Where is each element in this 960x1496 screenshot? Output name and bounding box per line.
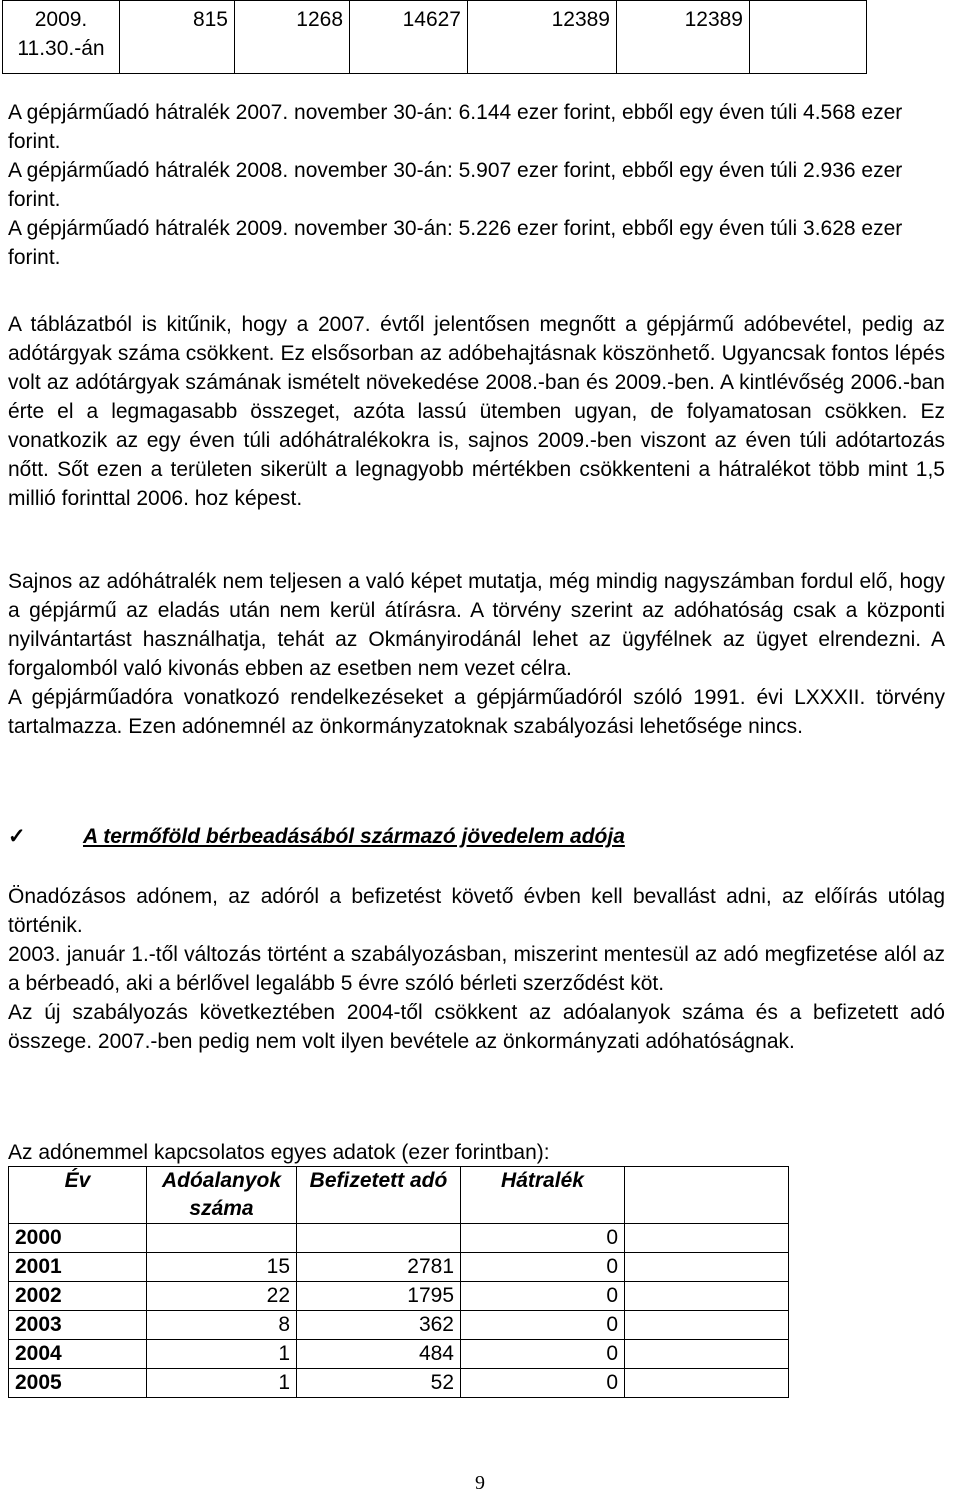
checkmark-icon: ✓: [8, 825, 26, 848]
year-cell: 2003: [9, 1311, 147, 1340]
table-cell: [625, 1224, 789, 1253]
column-header: Befizetett adó: [297, 1167, 461, 1224]
table-cell: [297, 1224, 461, 1253]
table-row: [3, 1, 867, 74]
table-row: [9, 1311, 789, 1340]
paragraph-text: Önadózásos adónem, az adóról a befizetést követő évben kell bevallást adni, az előírás utólag történik.: [8, 885, 945, 937]
table-cell: 22: [147, 1282, 297, 1311]
arrears-line: A gépjárműadó hátralék 2009. november 30-án: 5.226 ezer forint, ebből egy éven túli 3.628 ezer forint.: [8, 217, 903, 269]
paragraph-text: A táblázatból is kitűnik, hogy a 2007. évtől jelentősen megnőtt a gépjármű adóbevétel, pedig az adótárgyak száma csökkent. Ez elsősorban az adóbehajtásnak köszönhető. Ugyancsak fontos lépés volt az adótárgyak számának ismételt növekedése 2008.-ban és 2009.-ben. A kintlévőség 2006.-ban érte el a legmagasabb összeget, azóta lassú ütemben ugyan, de folyamatosan csökken. Ez vonatkozik az egy éven túli adóhátralékokra is, sajnos 2009.-ben viszont az éven túli adótartozás nőtt. Sőt ezen a területen sikerült a legnagyobb mértékben csökkenteni a hátralékot több mint 1,5 millió forinttal 2006. hoz képest.: [8, 313, 945, 510]
table-cell: 484: [297, 1340, 461, 1369]
year-cell: 2000: [9, 1224, 147, 1253]
column-header: Év: [9, 1167, 147, 1224]
table-cell: 1: [147, 1340, 297, 1369]
paragraph-text: Az új szabályozás következtében 2004-től csökkent az adóalanyok száma és a befizetett adó összege. 2007.-ben pedig nem volt ilyen bevétele az önkormányzati adóhatóságnak.: [8, 1001, 945, 1053]
table-row: [9, 1282, 789, 1311]
table-cell: 1268: [235, 1, 350, 74]
arrears-line: A gépjárműadó hátralék 2008. november 30-án: 5.907 ezer forint, ebből egy éven túli 2.936 ezer forint.: [8, 159, 903, 211]
table-cell: [750, 1, 867, 74]
table-cell: 0: [461, 1311, 625, 1340]
column-header: Hátralék: [461, 1167, 625, 1224]
land-tax-paragraphs: [8, 882, 945, 1056]
table-row: [9, 1340, 789, 1369]
table-cell: 1: [147, 1369, 297, 1398]
summary-row-table: [2, 0, 867, 74]
table-cell: 1795: [297, 1282, 461, 1311]
section-heading: [8, 824, 625, 849]
year-cell: 2005: [9, 1369, 147, 1398]
column-header: [625, 1167, 789, 1224]
table-cell: [147, 1224, 297, 1253]
paragraph-text: Sajnos az adóhátralék nem teljesen a való képet mutatja, még mindig nagyszámban fordul elő, hogy a gépjármű az eladás után nem kerül átírásra. A törvény szerint az adóhatóság csak a központi nyilvántartást használhatja, tehát az Okmányirodánál lehet az ügyfélnek az ügyet elrendezni. A forgalomból való kivonás ebben az esetben nem vezet célra.: [8, 570, 945, 680]
table-cell: [625, 1340, 789, 1369]
table-cell: 0: [461, 1253, 625, 1282]
year-cell: 2002: [9, 1282, 147, 1311]
arrears-line: A gépjárműadó hátralék 2007. november 30-án: 6.144 ezer forint, ebből egy éven túli 4.568 ezer forint.: [8, 101, 903, 153]
table-row: [9, 1224, 789, 1253]
table-cell: [625, 1311, 789, 1340]
table-cell: 0: [461, 1340, 625, 1369]
table-row: [9, 1369, 789, 1398]
table-cell: 0: [461, 1224, 625, 1253]
column-header: Adóalanyok száma: [147, 1167, 297, 1224]
section-heading-text: A termőföld bérbeadásából származó jövedelem adója: [83, 825, 625, 848]
analysis-paragraph: [8, 310, 945, 513]
table-cell: [625, 1253, 789, 1282]
table-cell: 362: [297, 1311, 461, 1340]
registration-paragraph: [8, 567, 945, 741]
page-number: 9: [475, 1472, 485, 1494]
table-cell: 14627: [350, 1, 468, 74]
arrears-list: [8, 98, 948, 272]
table-cell: 12389: [468, 1, 617, 74]
table-cell: 2781: [297, 1253, 461, 1282]
table-row: [9, 1253, 789, 1282]
caption-text: Az adónemmel kapcsolatos egyes adatok (ezer forintban):: [8, 1141, 550, 1164]
table-cell: 52: [297, 1369, 461, 1398]
table-cell: [625, 1282, 789, 1311]
table-cell: 0: [461, 1369, 625, 1398]
table-cell: 15: [147, 1253, 297, 1282]
table-cell: 0: [461, 1282, 625, 1311]
date-cell: 2009. 11.30.-án: [3, 1, 120, 74]
paragraph-text: A gépjárműadóra vonatkozó rendelkezéseket a gépjárműadóról szóló 1991. évi LXXXII. törvény tartalmazza. Ezen adónemnél az önkormányzatoknak szabályozási lehetősége nincs.: [8, 686, 945, 738]
table-caption: [8, 1138, 945, 1167]
table-cell: 12389: [617, 1, 750, 74]
table-cell: 815: [120, 1, 235, 74]
table-header-row: [9, 1167, 789, 1224]
table-cell: 8: [147, 1311, 297, 1340]
land-tax-table: [8, 1166, 789, 1398]
table-cell: [625, 1369, 789, 1398]
paragraph-text: 2003. január 1.-től változás történt a szabályozásban, miszerint mentesül az adó megfizetése alól az a bérbeadó, aki a bérlővel legalább 5 évre szóló bérleti szerződést köt.: [8, 943, 945, 995]
year-cell: 2004: [9, 1340, 147, 1369]
year-cell: 2001: [9, 1253, 147, 1282]
